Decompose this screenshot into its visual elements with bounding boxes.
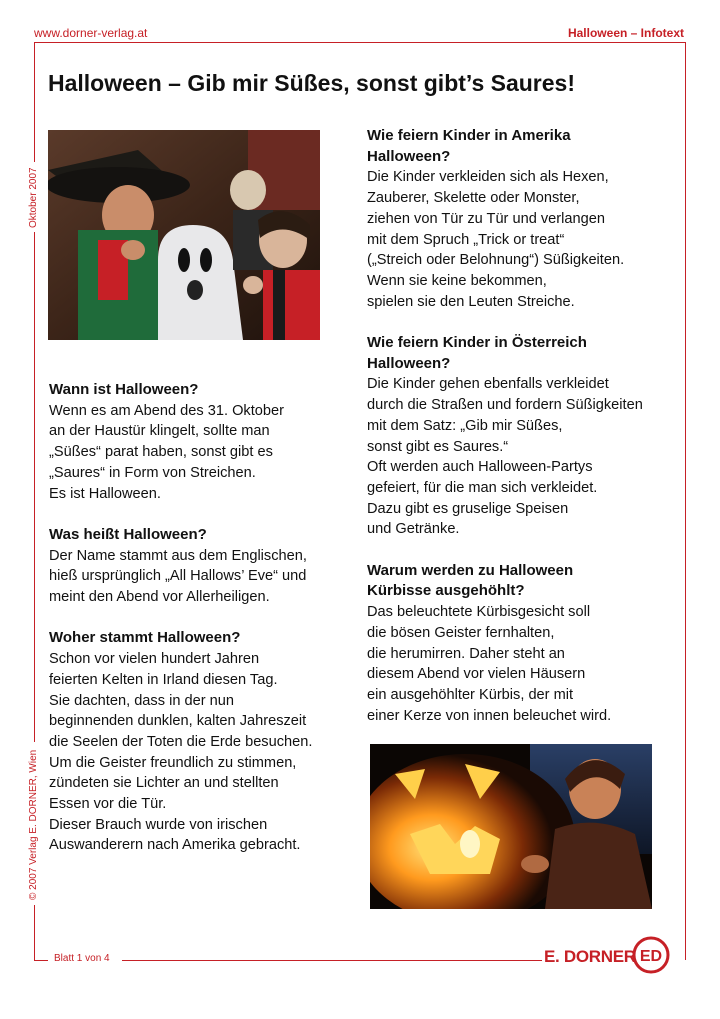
page-indicator: Blatt 1 von 4 bbox=[54, 953, 110, 964]
logo-letters: ED bbox=[639, 948, 663, 965]
section-heading: Wann ist Halloween? bbox=[49, 381, 199, 398]
section-heading: Was heißt Halloween? bbox=[49, 525, 207, 543]
copyright-label: © 2007 Verlag E. DORNER, Wien bbox=[28, 749, 39, 900]
frame-left-line bbox=[34, 42, 35, 162]
date-label: Oktober 2007 bbox=[28, 167, 39, 228]
frame-bottom-line bbox=[122, 960, 542, 961]
section-text: Schon vor vielen hundert Jahren feierten Kelten in Irland diesen Tag. Sie dachten, dass in der nun beginnenden dunklen, kalten Jahreszeit die Seelen der Toten die Erde besuchen. Um die Geister freundlich zu stimmen, zündeten sie Lichter an und stellten Essen vor die Tür. Dieser Brauch wurde von irischen Auswanderern nach Amerika gebracht. bbox=[49, 651, 313, 854]
section-america bbox=[367, 126, 672, 312]
section-text: Der Name stammt aus dem Englischen, hieß ursprünglich „All Hallows’ Eve“ und meint den Abend vor Allerheiligen. bbox=[49, 547, 307, 606]
costumed-children-photo bbox=[48, 130, 320, 340]
frame-right-line bbox=[685, 42, 686, 960]
website-link[interactable]: www.dorner-verlag.at bbox=[34, 26, 148, 40]
publisher-name: E. DORNER bbox=[544, 947, 636, 966]
page-title: Halloween – Gib mir Süßes, sonst gibt’s Saures! bbox=[48, 70, 576, 96]
frame-bottom-line bbox=[34, 960, 48, 961]
section-heading: Wie feiern Kinder in Österreich Halloween? bbox=[367, 334, 587, 372]
section-origin bbox=[49, 628, 349, 856]
frame-left-line bbox=[34, 905, 35, 960]
section-label: Halloween – Infotext bbox=[567, 26, 684, 40]
section-heading: Warum werden zu Halloween Kürbisse ausgehöhlt? bbox=[367, 561, 574, 600]
section-heading: Woher stammt Halloween? bbox=[49, 629, 241, 647]
section-text: Die Kinder gehen ebenfalls verkleidet durch die Straßen und fordern Süßigkeiten mit dem Satz: „Gib mir Süßes, sonst gibt es Saures.“ Oft werden auch Halloween-Partys gefeiert, für die man sich verkleidet. Dazu gibt es gruselige Speisen und Getränke. bbox=[367, 376, 643, 538]
frame-top-line bbox=[34, 42, 686, 43]
section-text: Das beleuchtete Kürbisgesicht soll die bösen Geister fernhalten, die herumirren. Daher steht an diesem Abend vor vielen Häusern ein ausgehöhlter Kürbis, der mit einer Kerze von innen beleuchet wird. bbox=[367, 604, 612, 724]
section-meaning bbox=[49, 525, 349, 608]
right-column bbox=[367, 126, 672, 747]
section-text: Die Kinder verkleiden sich als Hexen, Zauberer, Skelette oder Monster, ziehen von Tür zu Tür und verlangen mit dem Spruch „Trick or treat“ („Streich oder Belohnung“) Süßigkeiten. Wenn sie keine bekommen, spielen sie den Leuten Streiche. bbox=[367, 169, 625, 310]
section-pumpkins bbox=[367, 561, 672, 727]
publisher-logo-icon bbox=[632, 936, 670, 974]
section-when bbox=[49, 380, 349, 504]
section-austria bbox=[367, 333, 672, 540]
carved-pumpkin-photo bbox=[370, 744, 652, 909]
left-column bbox=[49, 380, 349, 877]
section-heading: Wie feiern Kinder in Amerika Halloween? bbox=[367, 127, 571, 165]
section-text: Wenn es am Abend des 31. Oktober an der Haustür klingelt, sollte man „Süßes“ parat haben, sonst gibt es „Saures“ in Form von Streichen. Es ist Halloween. bbox=[49, 402, 284, 502]
frame-left-line bbox=[34, 232, 35, 742]
